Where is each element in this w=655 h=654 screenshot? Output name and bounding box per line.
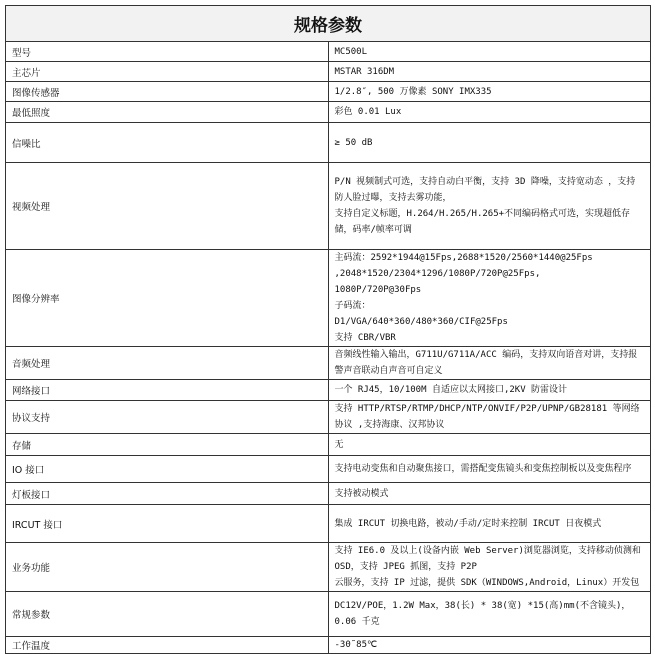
spec-key: 业务功能 <box>6 543 329 592</box>
spec-value <box>328 42 651 62</box>
spec-value <box>328 102 651 123</box>
table-row <box>6 434 651 456</box>
table-row <box>6 62 651 82</box>
table-row <box>6 82 651 102</box>
table-title: 规格参数 <box>6 6 651 42</box>
spec-value-line: 支持 CBR/VBR <box>334 333 396 343</box>
spec-value-line: P/N 视频制式可选，支持自动白平衡，支持 3D 降噪，支持宽动态 ，支持防人脸过曝，支持去雾功能， <box>334 177 636 203</box>
spec-value-line: 子码流： <box>334 301 371 311</box>
spec-value <box>328 505 651 543</box>
table-row <box>6 401 651 434</box>
spec-key: 存储 <box>6 434 329 456</box>
spec-value-line: 主码流：2592*1944@15Fps,2688*1520/2560*1440@25Fps ,2048*1520/2304*1296/1080P/720P@25Fps, <box>334 253 593 279</box>
spec-key: 视频处理 <box>6 163 329 250</box>
spec-value <box>328 401 651 434</box>
spec-key: 灯板接口 <box>6 483 329 505</box>
table-row <box>6 592 651 637</box>
spec-value-line: D1/VGA/640*360/480*360/CIF@25Fps <box>334 317 508 327</box>
spec-key: 型号 <box>6 42 329 62</box>
table-row <box>6 347 651 380</box>
spec-value <box>328 483 651 505</box>
spec-value <box>328 434 651 456</box>
table-row <box>6 380 651 401</box>
spec-value-line: 支持 HTTP/RTSP/RTMP/DHCP/NTP/ONVIF/P2P/UPNP/GB28181 等网络协议 ,支持海康、汉邦协议 <box>334 404 640 430</box>
spec-value <box>328 543 651 592</box>
spec-value-line: ≥ 50 dB <box>334 137 373 148</box>
table-row <box>6 42 651 62</box>
spec-value <box>328 163 651 250</box>
spec-value-line: -30˜85℃ <box>334 640 378 650</box>
spec-value-line: 彩色 0.01 Lux <box>334 107 402 117</box>
spec-value-line: 一个 RJ45，10/100M 自适应以太网接口,2KV 防雷设计 <box>334 385 568 395</box>
spec-key: 图像分辨率 <box>6 250 329 347</box>
spec-value <box>328 592 651 637</box>
table-row <box>6 250 651 347</box>
spec-value-line: 支持 IE6.0 及以上(设备内嵌 Web Server)浏览器浏览，支持移动侦测和 OSD，支持 JPEG 抓图，支持 P2P <box>334 546 641 572</box>
spec-key: 主芯片 <box>6 62 329 82</box>
spec-value <box>328 123 651 163</box>
spec-key: 工作温度 <box>6 637 329 654</box>
table-row <box>6 543 651 592</box>
table-row <box>6 456 651 483</box>
spec-key: 音频处理 <box>6 347 329 380</box>
spec-value <box>328 82 651 102</box>
spec-value-line: 1080P/720P@30Fps <box>334 285 422 295</box>
spec-value-line: 支持被动模式 <box>334 488 389 499</box>
table-row <box>6 505 651 543</box>
spec-table <box>5 5 651 654</box>
spec-value <box>328 250 651 347</box>
spec-key: 最低照度 <box>6 102 329 123</box>
spec-key: 信噪比 <box>6 123 329 163</box>
spec-value-line: MSTAR 316DM <box>334 66 395 77</box>
table-row <box>6 483 651 505</box>
spec-value-line: 云服务，支持 IP 过滤，提供 SDK（WINDOWS,Android，Linux）开发包 <box>334 578 640 588</box>
spec-key: 常规参数 <box>6 592 329 637</box>
spec-key: IO 接口 <box>6 456 329 483</box>
spec-value <box>328 380 651 401</box>
spec-value-line: DC12V/POE，1.2W Max，38(长) * 38(宽) *15(高)mm(不含镜头)，0.06 千克 <box>334 601 631 627</box>
spec-key: 图像传感器 <box>6 82 329 102</box>
spec-value <box>328 456 651 483</box>
spec-value <box>328 347 651 380</box>
spec-value-line: 音频线性输入输出，G711U/G711A/ACC 编码，支持双向语音对讲，支持报警声音联动自声音可自定义 <box>334 350 638 376</box>
table-row <box>6 102 651 123</box>
spec-value-line: 1/2.8″, 500 万像素 SONY IMX335 <box>334 86 492 97</box>
spec-value-line: 集成 IRCUT 切换电路，被动/手动/定时来控制 IRCUT 日夜模式 <box>334 518 602 529</box>
table-row <box>6 163 651 250</box>
spec-value-line: 支持电动变焦和自动聚焦接口，需搭配变焦镜头和变焦控制板以及变焦程序 <box>334 464 632 474</box>
spec-key: IRCUT 接口 <box>6 505 329 543</box>
spec-key: 协议支持 <box>6 401 329 434</box>
table-row <box>6 123 651 163</box>
spec-value-line: 支持自定义标题，H.264/H.265/H.265+不同编码格式可选，实现超低存储，码率/帧率可调 <box>334 209 631 235</box>
spec-value <box>328 62 651 82</box>
spec-key: 网络接口 <box>6 380 329 401</box>
spec-value-line: MC500L <box>334 46 368 57</box>
spec-value-line: 无 <box>334 439 344 450</box>
